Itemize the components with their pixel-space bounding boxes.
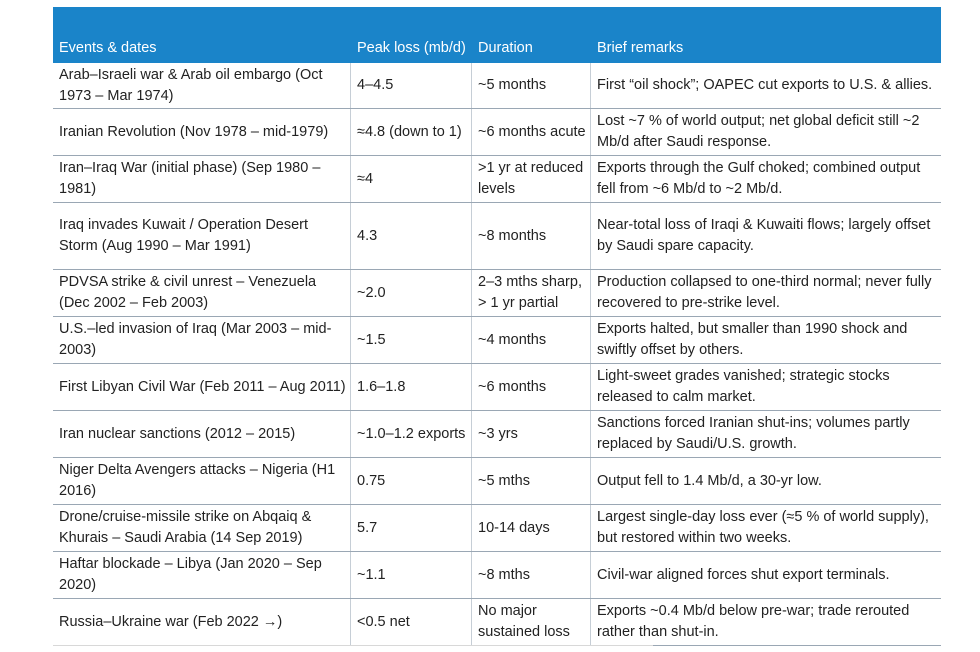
peak-loss-cell: ~2.0 — [351, 270, 472, 316]
remarks-cell: Sanctions forced Iranian shut-ins; volumes partly replaced by Saudi/U.S. growth. — [597, 415, 910, 452]
duration-cell: 10-14 days — [472, 505, 591, 551]
event-cell: PDVSA strike & civil unrest – Venezuela (Dec 2002 – Feb 2003) — [53, 270, 351, 316]
peak-loss-cell: ~1.1 — [351, 552, 472, 598]
duration-cell: ~5 mths — [472, 458, 591, 504]
remarks-cell: Largest single-day loss ever (≈5 % of world supply), but restored within two weeks. — [597, 509, 929, 546]
peak-loss-cell: ≈4.8 (down to 1) — [351, 109, 472, 155]
table-row — [53, 156, 941, 203]
remarks-cell: Civil-war aligned forces shut export terminals. — [597, 566, 890, 583]
peak-loss-cell: ≈4 — [351, 156, 472, 202]
table-row — [53, 364, 941, 411]
table-row — [53, 552, 941, 599]
remarks-cell: Production collapsed to one-third normal; never fully recovered to pre-strike level. — [597, 274, 932, 311]
duration-cell: No major sustained loss — [472, 599, 591, 645]
header-events: Events & dates — [59, 40, 157, 56]
table-row — [53, 599, 941, 646]
table-row — [53, 63, 941, 109]
event-cell: Iran–Iraq War (initial phase) (Sep 1980 – 1981) — [53, 156, 351, 202]
header-remarks: Brief remarks — [597, 40, 684, 56]
event-cell: Iran nuclear sanctions (2012 – 2015) — [53, 411, 351, 457]
peak-loss-cell: ~1.5 — [351, 317, 472, 363]
peak-loss-cell: 0.75 — [351, 458, 472, 504]
table-row — [53, 317, 941, 364]
remarks-cell: Near-total loss of Iraqi & Kuwaiti flows; largely offset by Saudi spare capacity. — [597, 217, 931, 254]
header-peak-loss: Peak loss (mb/d) — [357, 40, 466, 56]
remarks-cell: First “oil shock”; OAPEC cut exports to U.S. & allies. — [597, 77, 933, 93]
duration-cell: ~3 yrs — [472, 411, 591, 457]
bottom-divider — [53, 645, 653, 646]
duration-cell: ~8 months — [472, 203, 591, 269]
table-row — [53, 109, 941, 156]
table-row — [53, 458, 941, 505]
remarks-cell: Lost ~7 % of world output; net global deficit still ~2 Mb/d after Saudi response. — [597, 113, 920, 150]
peak-loss-cell: 4.3 — [351, 203, 472, 269]
remarks-cell: Light-sweet grades vanished; strategic stocks released to calm market. — [597, 368, 890, 405]
duration-cell: ~8 mths — [472, 552, 591, 598]
duration-cell: 2–3 mths sharp, > 1 yr partial — [472, 270, 591, 316]
table-row — [53, 203, 941, 270]
remarks-cell: Exports ~0.4 Mb/d below pre-war; trade rerouted rather than shut-in. — [597, 603, 910, 640]
peak-loss-cell: <0.5 net — [351, 599, 472, 645]
table-row — [53, 505, 941, 552]
peak-loss-cell: 1.6–1.8 — [351, 364, 472, 410]
peak-loss-cell: 5.7 — [351, 505, 472, 551]
remarks-cell: Exports through the Gulf choked; combined output fell from ~6 Mb/d to ~2 Mb/d. — [597, 160, 921, 197]
header-duration: Duration — [478, 40, 533, 56]
event-cell: Iraq invades Kuwait / Operation Desert Storm (Aug 1990 – Mar 1991) — [53, 203, 351, 269]
duration-cell: ~5 months — [472, 63, 591, 108]
event-cell: Arab–Israeli war & Arab oil embargo (Oct 1973 – Mar 1974) — [53, 63, 351, 108]
duration-cell: ~4 months — [472, 317, 591, 363]
event-cell: Russia–Ukraine war (Feb 2022 →) — [53, 599, 351, 645]
peak-loss-cell: ~1.0–1.2 exports — [351, 411, 472, 457]
duration-cell: >1 yr at reduced levels — [472, 156, 591, 202]
duration-cell: ~6 months — [472, 364, 591, 410]
table-header-row — [53, 7, 941, 63]
table-row — [53, 411, 941, 458]
event-cell: Niger Delta Avengers attacks – Nigeria (H1 2016) — [53, 458, 351, 504]
event-cell: First Libyan Civil War (Feb 2011 – Aug 2011) — [53, 364, 351, 410]
oil-supply-disruptions-table — [53, 7, 941, 646]
event-cell: Haftar blockade – Libya (Jan 2020 – Sep 2020) — [53, 552, 351, 598]
event-cell: Drone/cruise-missile strike on Abqaiq & Khurais – Saudi Arabia (14 Sep 2019) — [53, 505, 351, 551]
remarks-cell: Exports halted, but smaller than 1990 shock and swiftly offset by others. — [597, 321, 908, 358]
event-cell: U.S.–led invasion of Iraq (Mar 2003 – mid-2003) — [53, 317, 351, 363]
event-cell: Iranian Revolution (Nov 1978 – mid-1979) — [53, 109, 351, 155]
peak-loss-cell: 4–4.5 — [351, 63, 472, 108]
table-row — [53, 270, 941, 317]
duration-cell: ~6 months acute — [472, 109, 591, 155]
remarks-cell: Output fell to 1.4 Mb/d, a 30-yr low. — [597, 472, 822, 489]
